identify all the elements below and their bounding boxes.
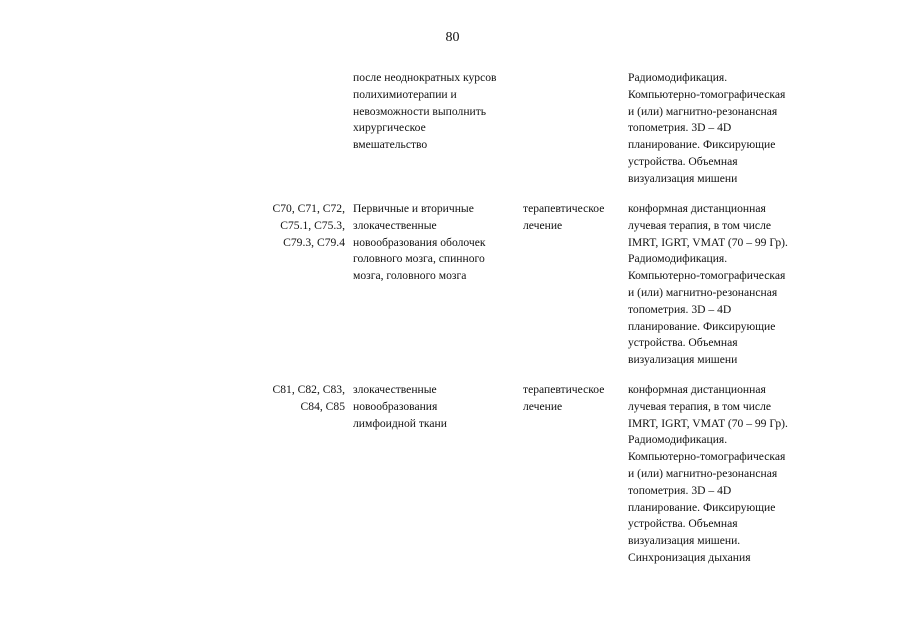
cell-line: визуализация мишени — [628, 171, 738, 185]
cell-line: устройства. Объемная — [628, 154, 738, 168]
cell-line: Радиомодификация. — [628, 433, 728, 447]
cell-line: и (или) магнитно-резонансная — [628, 104, 778, 118]
cell-line: Первичные и вторичные — [353, 202, 474, 215]
cell-line: C70, C71, C72, — [272, 202, 345, 215]
cell-line: C75.1, C75.3, — [280, 218, 345, 232]
cell-line: новообразования — [353, 399, 438, 413]
treatment-method-cell — [628, 201, 828, 369]
cell-line: визуализация мишени. — [628, 534, 741, 548]
cell-line: головного мозга, спинного — [353, 252, 485, 266]
disease-cell — [353, 382, 518, 432]
cell-line: визуализация мишени — [628, 353, 738, 367]
disease-cell — [353, 70, 518, 154]
icd-codes-cell — [253, 201, 345, 251]
icd-codes-cell — [253, 382, 345, 416]
cell-line: планирование. Фиксирующие — [628, 319, 776, 333]
cell-line: Компьютерно-томографическая — [628, 87, 786, 101]
cell-line: IMRT, IGRT, VMAT (70 – 99 Гр). — [628, 416, 788, 430]
cell-line: мозга, головного мозга — [353, 269, 467, 283]
cell-line: терапевтическое — [523, 202, 605, 215]
cell-line: новообразования оболочек — [353, 235, 486, 249]
cell-line: конформная дистанционная — [628, 383, 766, 396]
cell-line: терапевтическое — [523, 383, 605, 396]
cell-line: и (или) магнитно-резонансная — [628, 285, 778, 299]
cell-line: и (или) магнитно-резонансная — [628, 466, 778, 480]
cell-line: топометрия. 3D – 4D — [628, 483, 732, 497]
cell-line: C84, C85 — [300, 399, 345, 413]
cell-line: лечение — [523, 399, 563, 413]
treatment-method-cell — [628, 70, 828, 188]
cell-line: полихимиотерапии и — [353, 87, 457, 101]
cell-line: устройства. Объемная — [628, 336, 738, 350]
cell-line: лечение — [523, 218, 563, 232]
cell-line: злокачественные — [353, 218, 437, 232]
cell-line: C81, C82, C83, — [272, 383, 345, 396]
cell-line: хирургическое — [353, 121, 426, 135]
treatment-type-cell — [523, 201, 623, 235]
cell-line: топометрия. 3D – 4D — [628, 302, 732, 316]
cell-line: устройства. Объемная — [628, 517, 738, 531]
cell-line: Синхронизация дыхания — [628, 550, 751, 564]
cell-line: Компьютерно-томографическая — [628, 269, 786, 283]
treatment-method-cell — [628, 382, 828, 567]
cell-line: планирование. Фиксирующие — [628, 500, 776, 514]
cell-line: лучевая терапия, в том числе — [628, 399, 772, 413]
page-number: 80 — [445, 30, 460, 45]
cell-line: Радиомодификация. — [628, 252, 728, 266]
cell-line: Компьютерно-томографическая — [628, 450, 786, 464]
cell-line: Радиомодификация. — [628, 71, 728, 84]
cell-line: лучевая терапия, в том числе — [628, 218, 772, 232]
cell-line: злокачественные — [353, 383, 437, 396]
cell-line: после неоднократных курсов — [353, 71, 497, 84]
cell-line: вмешательство — [353, 138, 428, 152]
disease-cell — [353, 201, 518, 285]
cell-line: C79.3, C79.4 — [283, 235, 345, 249]
cell-line: конформная дистанционная — [628, 202, 766, 215]
cell-line: невозможности выполнить — [353, 104, 487, 118]
cell-line: IMRT, IGRT, VMAT (70 – 99 Гр). — [628, 235, 788, 249]
cell-line: топометрия. 3D – 4D — [628, 121, 732, 135]
cell-line: лимфоидной ткани — [353, 416, 447, 430]
treatment-type-cell — [523, 382, 623, 416]
cell-line: планирование. Фиксирующие — [628, 138, 776, 152]
